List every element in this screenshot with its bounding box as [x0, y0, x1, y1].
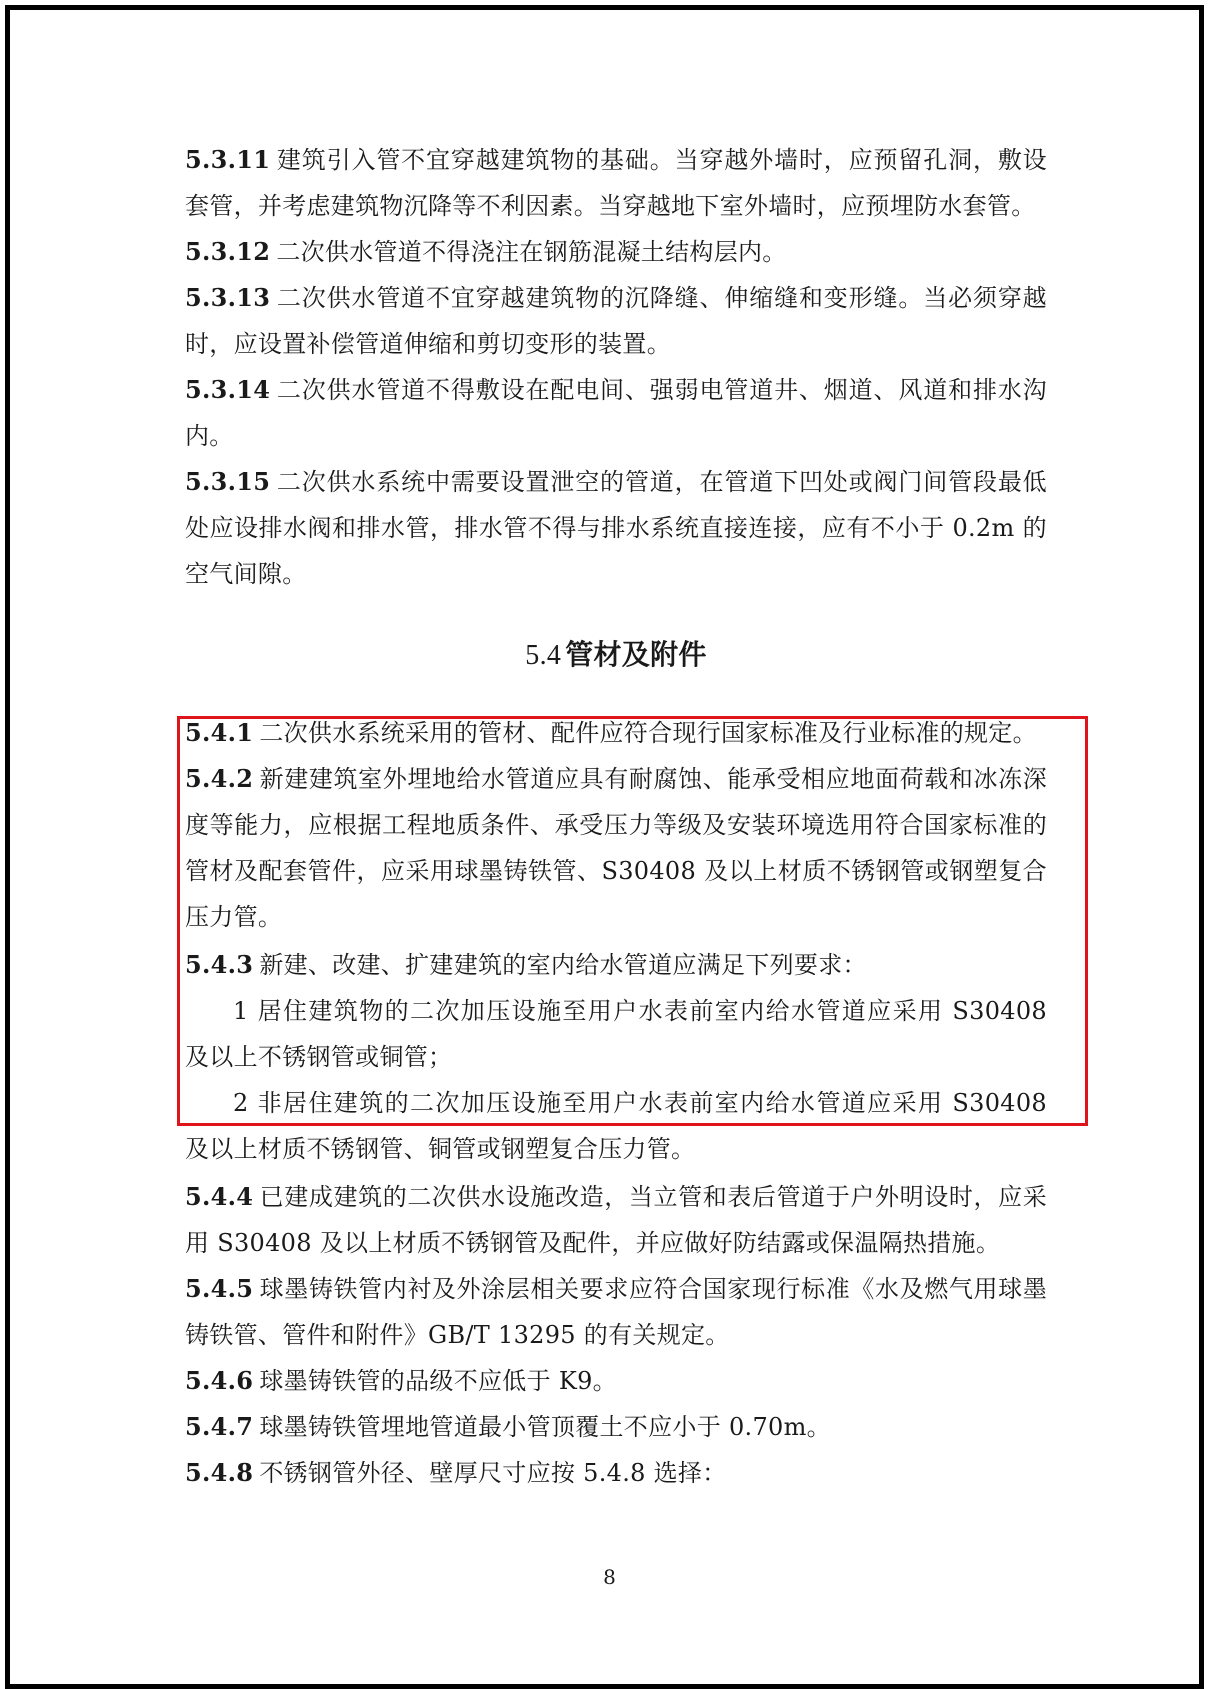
clause-text: 球墨铸铁管的品级不应低于 K9。 — [259, 1367, 617, 1395]
highlight-box — [177, 716, 1088, 1126]
clause-number: 5.3.14 — [185, 375, 271, 404]
clause-text: 新建建筑室外埋地给水管道应具有耐腐蚀、能承受相应地面荷载和冰冻深度等能力，应根据工程地质条件、承受压力等级及安装环境选用符合国家标准的管材及配套管件，应采用球墨铸铁管、S30408 及以上材质不锈钢管或钢塑复合压力管。 — [185, 765, 1047, 931]
clause-text: 二次供水管道不得敷设在配电间、强弱电管道井、烟道、风道和排水沟内。 — [185, 376, 1047, 450]
clause-text: 球墨铸铁管内衬及外涂层相关要求应符合国家现行标准《水及燃气用球墨铸铁管、管件和附件》GB/T 13295 的有关规定。 — [185, 1275, 1047, 1349]
clause-text: 新建、改建、扩建建筑的室内给水管道应满足下列要求： — [259, 951, 867, 979]
clause-5-4-3-item-2: 2 非居住建筑的二次加压设施至用户水表前室内给水管道应采用 S30408 及以上材质不锈钢管、铜管或钢塑复合压力管。 — [185, 1089, 1047, 1163]
section-title-text: 管材及附件 — [565, 638, 707, 671]
clause-5-3-11 — [185, 137, 1047, 229]
clause-number: 5.4.8 — [185, 1458, 254, 1487]
clause-number: 5.4.7 — [185, 1412, 254, 1441]
clause-number: 5.4.3 — [185, 950, 254, 979]
clause-text: 二次供水管道不得浇注在钢筋混凝土结构层内。 — [276, 238, 787, 266]
clause-5-4-4 — [185, 1174, 1047, 1266]
section-number: 5.4 — [525, 640, 562, 671]
clause-number: 5.4.1 — [185, 718, 254, 747]
section-title — [185, 635, 1047, 676]
clause-number: 5.3.12 — [185, 237, 271, 266]
clause-text: 球墨铸铁管埋地管道最小管顶覆土不应小于 0.70m。 — [259, 1413, 831, 1441]
clause-5-4-5 — [185, 1266, 1047, 1358]
clause-number: 5.4.4 — [185, 1182, 254, 1211]
clause-5-3-12 — [185, 229, 1047, 275]
clause-5-3-14 — [185, 367, 1047, 459]
clause-5-4-6 — [185, 1358, 1047, 1404]
clause-number: 5.4.6 — [185, 1366, 254, 1395]
clause-text: 二次供水系统中需要设置泄空的管道，在管道下凹处或阀门间管段最低处应设排水阀和排水管，排水管不得与排水系统直接连接，应有不小于 0.2m 的空气间隙。 — [185, 468, 1047, 588]
clause-text: 二次供水管道不宜穿越建筑物的沉降缝、伸缩缝和变形缝。当必须穿越时，应设置补偿管道伸缩和剪切变形的装置。 — [185, 284, 1047, 358]
clause-text: 已建成建筑的二次供水设施改造，当立管和表后管道于户外明设时，应采用 S30408 及以上材质不锈钢管及配件，并应做好防结露或保温隔热措施。 — [185, 1183, 1047, 1257]
clause-text: 不锈钢管外径、壁厚尺寸应按 5.4.8 选择： — [259, 1459, 727, 1487]
clause-number: 5.4.5 — [185, 1274, 254, 1303]
clause-number: 5.3.13 — [185, 283, 271, 312]
clause-number: 5.3.15 — [185, 467, 271, 496]
clause-number: 5.3.11 — [185, 145, 271, 174]
clause-5-4-7 — [185, 1404, 1047, 1450]
clause-text: 二次供水系统采用的管材、配件应符合现行国家标准及行业标准的规定。 — [259, 719, 1037, 747]
page-number: 8 — [603, 1565, 616, 1589]
clause-5-4-3-item-1: 1 居住建筑物的二次加压设施至用户水表前室内给水管道应采用 S30408 及以上不锈钢管或铜管； — [185, 997, 1047, 1071]
clause-number: 5.4.2 — [185, 764, 254, 793]
document-page — [5, 5, 1204, 1689]
clause-5-3-15 — [185, 459, 1047, 597]
clause-5-4-8 — [185, 1450, 1047, 1496]
clause-text: 建筑引入管不宜穿越建筑物的基础。当穿越外墙时，应预留孔洞，敷设套管，并考虑建筑物沉降等不利因素。当穿越地下室外墙时，应预埋防水套管。 — [185, 146, 1047, 220]
clause-5-3-13 — [185, 275, 1047, 367]
